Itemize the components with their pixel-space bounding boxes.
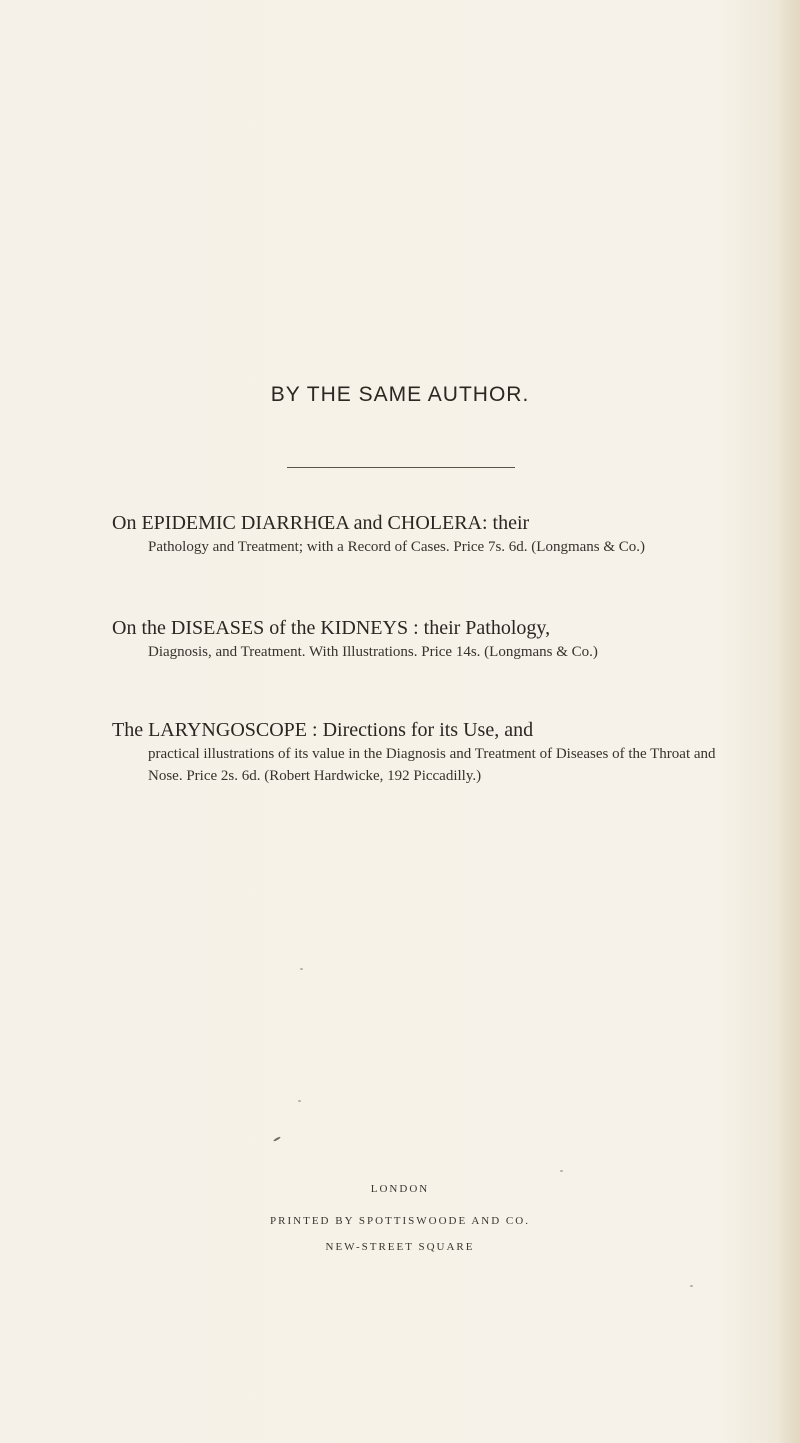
entry-title: The LARYNGOSCOPE : Directions for its Use, and [112,719,534,741]
paper-speck [300,968,303,970]
paper-speck [560,1170,563,1172]
entry-description: Diagnosis, and Treatment. With Illustrations. Price 14s. (Longmans & Co.) [148,644,598,660]
heading-rule [287,467,515,468]
book-entry-epidemic-diarrhoea [112,510,732,558]
paper-speck [690,1285,693,1287]
imprint-city: LONDON [370,1183,430,1195]
paper-speck [273,1136,281,1142]
imprint-address: NEW-STREET SQUARE [325,1241,475,1253]
entry-title: On EPIDEMIC DIARRHŒA and CHOLERA: their [112,512,530,534]
imprint-printer: PRINTED BY SPOTTISWOODE AND CO. [270,1215,530,1227]
page-heading: BY THE SAME AUTHOR. [270,383,530,406]
book-entry-laryngoscope [112,717,732,787]
entry-description: Pathology and Treatment; with a Record of Cases. Price 7s. 6d. (Longmans & Co.) [148,539,646,555]
entry-title: On the DISEASES of the KIDNEYS : their Pathology, [112,617,551,639]
paper-speck [298,1100,301,1102]
entry-description: practical illustrations of its value in the Diagnosis and Treatment of Diseases of the Throat and Nose. Price 2s. 6d. (Robert Hardwicke, 192 Piccadilly.) [148,746,716,784]
book-entry-diseases-kidneys [112,615,732,663]
